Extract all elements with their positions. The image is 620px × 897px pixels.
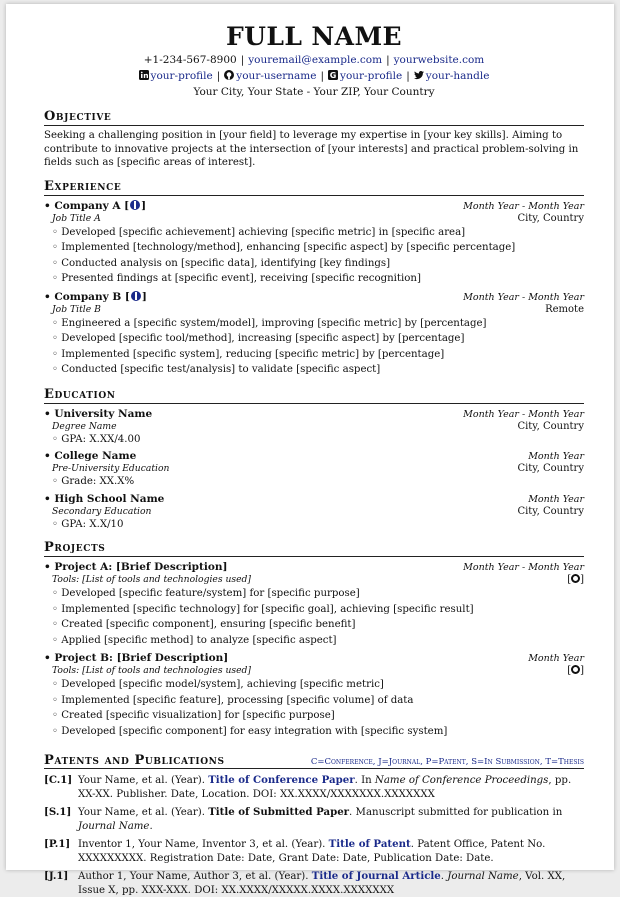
- twitter-link[interactable]: your-handle: [425, 70, 490, 82]
- project-dates: Month Year: [528, 653, 584, 664]
- list-item: ◦ Implemented [technology/method], enhancing [specific aspect] by [specific percentage]: [52, 240, 584, 256]
- education-entry: [44, 493, 584, 532]
- publication-title-link[interactable]: Title of Patent: [328, 838, 411, 850]
- project-dates: Month Year - Month Year: [463, 562, 584, 573]
- degree-name: Degree Name: [52, 420, 117, 432]
- school-name: • College Name: [44, 450, 137, 462]
- education-heading: Education: [44, 387, 584, 404]
- social-line: your-profile | your-username | G your-profile | your-handle: [44, 68, 584, 84]
- education-dates: Month Year: [528, 451, 584, 462]
- education-entry: [44, 450, 584, 489]
- website-link[interactable]: yourwebsite.com: [393, 54, 485, 66]
- publication-item: [J.1] Author 1, Your Name, Author 3, et al. (Year). Title of Journal Article. Journal Name, Vol. XX, Issue X, pp. XXX-XXX. DOI: XX.XXXX/XXXXX.XXXX.XXXXXXX: [44, 870, 566, 896]
- location-line: Your City, Your State - Your ZIP, Your Country: [193, 86, 435, 98]
- publication-tag: [P.1]: [44, 838, 71, 850]
- full-name: FULL NAME: [226, 22, 402, 51]
- company-name: • Company A [: [44, 199, 130, 212]
- list-item: ◦ Created [specific visualization] for [specific purpose]: [52, 708, 584, 724]
- project-tools: Tools: [List of tools and technologies used]: [52, 574, 252, 585]
- linkedin-link[interactable]: your-profile: [150, 70, 213, 82]
- list-item: ◦ Applied [specific method] to analyze [specific aspect]: [52, 633, 584, 649]
- objective-heading: Objective: [44, 109, 584, 126]
- github-link[interactable]: your-username: [236, 70, 317, 82]
- publication-item: [C.1] Your Name, et al. (Year). Title of Conference Paper. In Name of Conference Proceedings, pp. XX-XX. Publisher. Date, Location. DOI: XX.XXXX/XXXXXXX.XXXXXXX: [44, 774, 572, 800]
- phone: +1-234-567-8900: [143, 54, 237, 66]
- email-link[interactable]: youremail@example.com: [248, 54, 383, 66]
- publications-heading-row: [44, 753, 584, 769]
- list-item: ◦ Created [specific component], ensuring [specific benefit]: [52, 617, 584, 633]
- project-bullets: [44, 677, 584, 739]
- experience-location: City, Country: [517, 212, 584, 224]
- globe-icon[interactable]: [131, 291, 141, 301]
- company-name: • Company B [: [44, 290, 130, 303]
- list-item: ◦ Developed [specific feature/system] for [specific purpose]: [52, 586, 584, 602]
- education-entry: [44, 408, 584, 447]
- list-item: ◦ Developed [specific component] for easy integration with [specific system]: [52, 724, 584, 740]
- publication-tag: [C.1]: [44, 774, 73, 786]
- experience-dates: Month Year - Month Year: [463, 200, 584, 212]
- publication-item: [S.1] Your Name, et al. (Year). Title of Submitted Paper. Manuscript submitted for publication in Journal Name.: [44, 806, 563, 832]
- globe-icon[interactable]: [130, 200, 140, 210]
- list-item: ◦ Conducted [specific test/analysis] to validate [specific aspect]: [52, 362, 584, 378]
- school-name: • University Name: [44, 407, 153, 420]
- list-item: ◦ Developed [specific tool/method], increasing [specific aspect] by [percentage]: [52, 331, 584, 347]
- experience-bullets: [44, 316, 584, 378]
- project-name: • Project A: [Brief Description]: [44, 561, 228, 573]
- publication-title: Title of Submitted Paper: [208, 806, 350, 818]
- job-title: Job Title A: [52, 212, 101, 224]
- resume-page: [6, 4, 614, 896]
- education-location: City, Country: [517, 420, 584, 432]
- list-item: ◦ Developed [specific achievement] achieving [specific metric] in [specific area]: [52, 225, 584, 241]
- projects-heading: Projects: [44, 540, 584, 557]
- education-dates: Month Year: [528, 493, 584, 505]
- publication-tag: [J.1]: [44, 870, 69, 882]
- publications-heading: Patents and Publications: [44, 753, 225, 768]
- publication-tag: [S.1]: [44, 806, 72, 818]
- github-icon: [224, 70, 234, 80]
- list-item: ◦ Implemented [specific technology] for [specific goal], achieving [specific result]: [52, 602, 584, 618]
- project-name: • Project B: [Brief Description]: [44, 652, 229, 664]
- publication-title-link[interactable]: Title of Conference Paper: [208, 774, 355, 786]
- google-scholar-link[interactable]: your-profile: [340, 70, 403, 82]
- contact-line: +1-234-567-8900 | youremail@example.com | yourwebsite.com: [143, 54, 485, 66]
- grade: ◦ Grade: XX.X%: [52, 476, 135, 487]
- project-bullets: [44, 586, 584, 648]
- svg-text:G: G: [329, 71, 337, 80]
- experience-heading: Experience: [44, 179, 584, 196]
- experience-entry: • Company A [ ] Month Year - Month Year Job Title A City, Country ◦ Developed [specific achievement] achieving [specific metric] in [specific area] ◦ Implemented [technology/method], enhancing [specific aspect] by [specific percentage] ◦ Conducted analysis on [specific data], identifying [key findings] ◦ Presented findings at [specific event], receiving [specific recognition]: [44, 200, 584, 287]
- experience-bullets: [44, 225, 584, 287]
- list-item: ◦ Developed [specific model/system], achieving [specific metric]: [52, 677, 584, 693]
- list-item: ◦ Implemented [specific system], reducing [specific metric] by [percentage]: [52, 347, 584, 363]
- resume-content: [44, 22, 584, 897]
- github-icon[interactable]: [571, 665, 580, 674]
- job-title: Job Title B: [52, 303, 101, 315]
- project-entry: • Project B: [Brief Description] Month Year Tools: [List of tools and technologies used] [ ] ◦ Developed [specific model/system], achieving [specific metric] ◦ Implemented [specific feature], processing [specific volume] of data ◦ Created [specific visualization] for [specific purpose] ◦ Developed [specific component] for easy integration with [specific system]: [44, 652, 584, 739]
- grade: ◦ GPA: X.XX/4.00: [52, 433, 141, 445]
- experience-dates: Month Year - Month Year: [463, 291, 584, 303]
- publications-legend: C=Conference, J=Journal, P=Patent, S=In Submission, T=Thesis: [310, 757, 584, 767]
- twitter-icon: [414, 70, 424, 80]
- linkedin-icon: [139, 70, 149, 80]
- experience-entry: • Company B [ ] Month Year - Month Year Job Title B Remote ◦ Engineered a [specific system/model], improving [specific metric] by [percentage] ◦ Developed [specific tool/method], increasing [specific aspect] by [percentage] ◦ Implemented [specific system], reducing [specific metric] by [percentage] ◦ Conducted [specific test/analysis] to validate [specific aspect]: [44, 291, 584, 378]
- list-item: ◦ Conducted analysis on [specific data], identifying [key findings]: [52, 256, 584, 272]
- publication-item: [P.1] Inventor 1, Your Name, Inventor 3, et al. (Year). Title of Patent. Patent Office, Patent No. XXXXXXXXX. Registration Date: Date, Grant Date: Date, Publication Date: Date.: [44, 838, 546, 864]
- education-location: City, Country: [517, 463, 584, 474]
- education-location: City, Country: [517, 505, 584, 517]
- github-icon[interactable]: [571, 574, 580, 583]
- grade: ◦ GPA: X.X/10: [52, 518, 124, 530]
- objective-text: Seeking a challenging position in [your field] to leverage my expertise in [your key skills]. Aiming to contribute to innovative projects at the intersection of [your interests] and practical problem-solving in fields such as [specific areas of interest].: [44, 130, 579, 168]
- project-entry: • Project A: [Brief Description] Month Year - Month Year Tools: [List of tools and technologies used] [ ] ◦ Developed [specific feature/system] for [specific purpose] ◦ Implemented [specific technology] for [specific goal], achieving [specific result] ◦ Created [specific component], ensuring [specific benefit] ◦ Applied [specific method] to analyze [specific aspect]: [44, 561, 584, 648]
- publication-title-link[interactable]: Title of Journal Article: [311, 870, 441, 882]
- school-name: • High School Name: [44, 492, 165, 505]
- google-scholar-icon: [328, 70, 338, 80]
- degree-name: Pre-University Education: [52, 463, 170, 474]
- list-item: ◦ Presented findings at [specific event], receiving [specific recognition]: [52, 271, 584, 287]
- list-item: ◦ Engineered a [specific system/model], improving [specific metric] by [percentage]: [52, 316, 584, 332]
- list-item: ◦ Implemented [specific feature], processing [specific volume] of data: [52, 693, 584, 709]
- education-dates: Month Year - Month Year: [463, 408, 584, 420]
- experience-location: Remote: [545, 303, 584, 315]
- degree-name: Secondary Education: [52, 505, 152, 517]
- project-tools: Tools: [List of tools and technologies used]: [52, 665, 252, 676]
